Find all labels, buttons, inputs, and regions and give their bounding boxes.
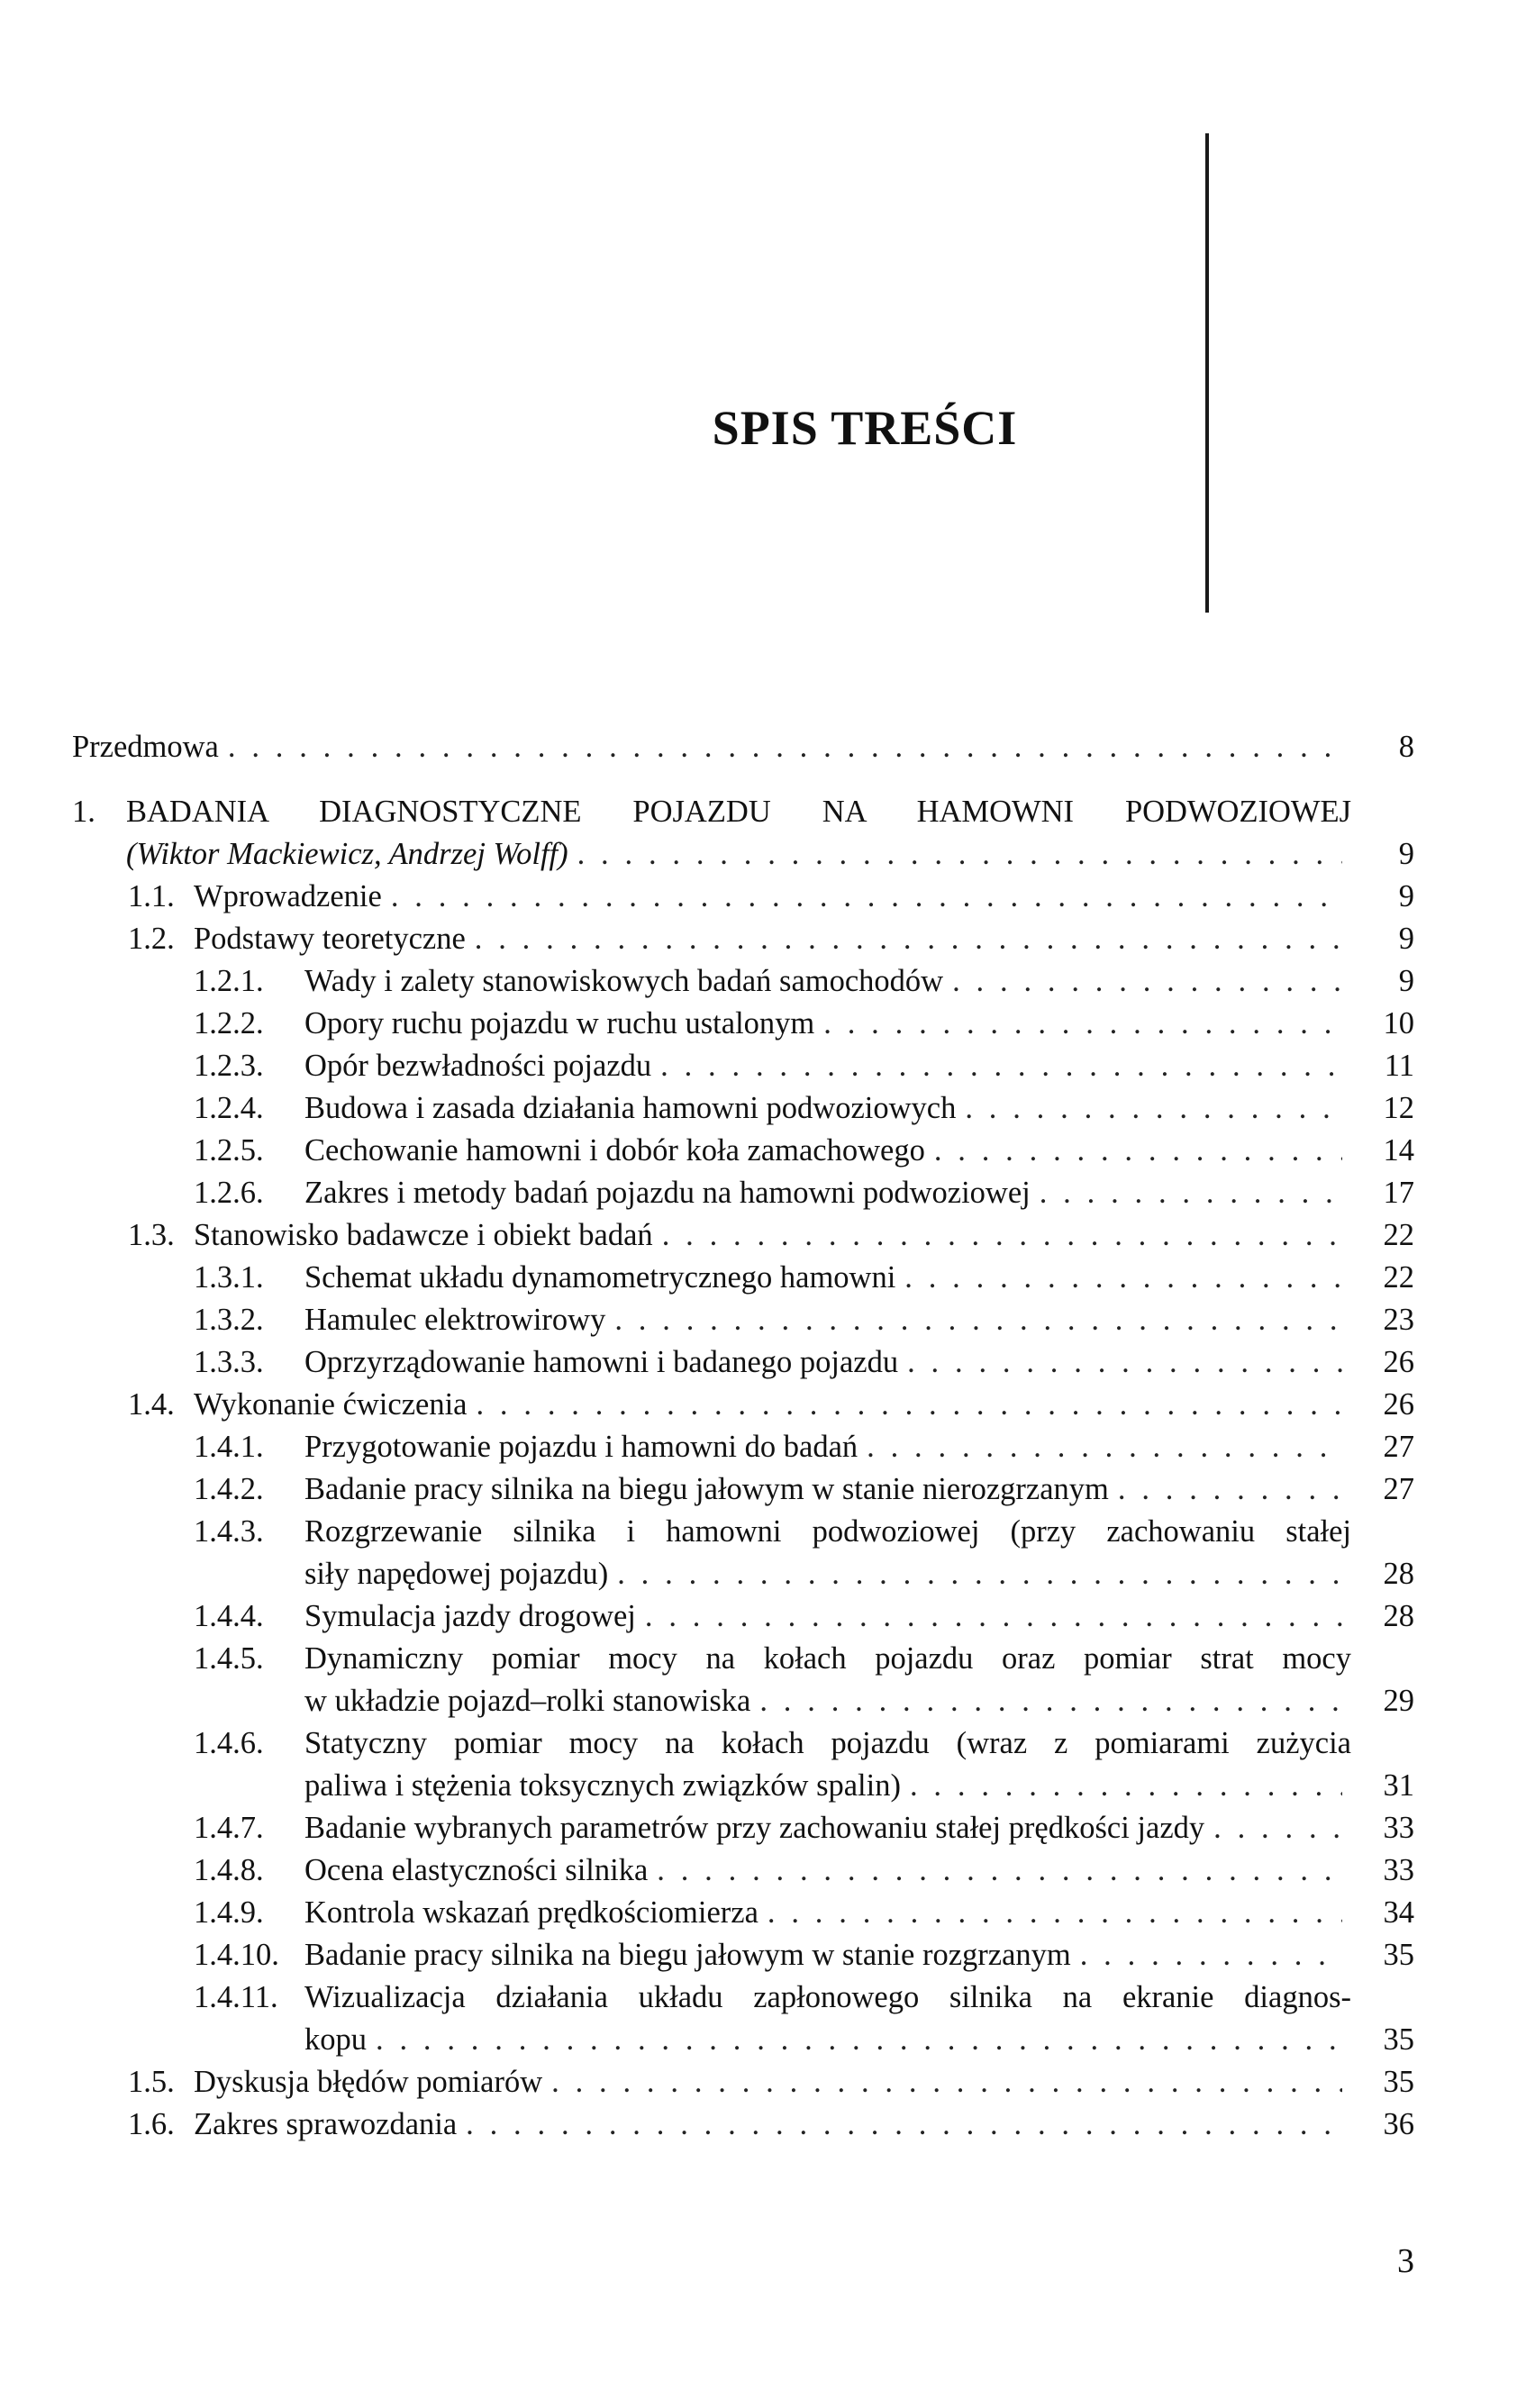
toc-entry-title: Podstawy teoretyczne bbox=[194, 922, 466, 956]
toc-entry-1-2-4 bbox=[72, 1087, 1414, 1130]
toc-entry-title-line-2: siły napędowej pojazdu) bbox=[304, 1557, 609, 1591]
toc-entry-title: Kontrola wskazań prędkościomierza bbox=[304, 1895, 758, 1930]
toc-entry-1-2-3 bbox=[72, 1045, 1414, 1087]
toc-entry-number: 1.3.3. bbox=[194, 1345, 264, 1379]
toc-entry-page: 8 bbox=[1398, 730, 1414, 764]
chapter-authors: (Wiktor Mackiewicz, Andrzej Wolff) bbox=[126, 837, 568, 871]
toc-entry-number: 1.1. bbox=[128, 879, 175, 913]
toc-entry-number: 1.4.4. bbox=[194, 1599, 264, 1633]
toc-entry-page: 26 bbox=[1383, 1345, 1414, 1379]
toc-entry-title: Wprowadzenie bbox=[194, 879, 382, 913]
toc-entry-title: Oprzyrządowanie hamowni i badanego pojazdu bbox=[304, 1345, 899, 1379]
toc-entry-page: 28 bbox=[1383, 1557, 1414, 1591]
toc-entry-1-4-8 bbox=[72, 1849, 1414, 1892]
toc-entry-page: 33 bbox=[1383, 1853, 1414, 1887]
toc-entry-page: 35 bbox=[1383, 2022, 1414, 2057]
toc-entry-title: Ocena elastyczności silnika bbox=[304, 1853, 649, 1887]
toc-entry-1-2-6 bbox=[72, 1172, 1414, 1214]
toc-entry-1-4-2 bbox=[72, 1468, 1414, 1511]
toc-entry-number: 1.4. bbox=[128, 1387, 175, 1422]
toc-entry-1-1 bbox=[72, 876, 1414, 918]
toc-entry-title: Wady i zalety stanowiskowych badań samochodów bbox=[304, 964, 944, 998]
toc-entry-1-3 bbox=[72, 1214, 1414, 1257]
toc-entry-1-3-3 bbox=[72, 1341, 1414, 1384]
toc-entry-page: 12 bbox=[1383, 1091, 1414, 1125]
dot-leader bbox=[952, 960, 1342, 1003]
toc-entry-number: 1.2.2. bbox=[194, 1006, 264, 1040]
dot-leader bbox=[904, 1257, 1342, 1299]
toc-entry-title: Wykonanie ćwiczenia bbox=[194, 1387, 468, 1422]
toc-entry-number: 1.3.1. bbox=[194, 1260, 264, 1295]
chapter-title: BADANIA DIAGNOSTYCZNE POJAZDU NA HAMOWNI PODWOZIOWEJ bbox=[126, 795, 1351, 829]
toc-entry-number: 1.6. bbox=[128, 2107, 175, 2141]
toc-entry-number: 1.4.9. bbox=[194, 1895, 264, 1930]
toc-entry-title-line-1: Rozgrzewanie silnika i hamowni podwoziowej (przy zachowaniu stałej bbox=[304, 1514, 1351, 1549]
dot-leader bbox=[660, 1045, 1342, 1087]
toc-entry-1-6 bbox=[72, 2104, 1414, 2146]
toc-entry-number: 1.4.5. bbox=[194, 1641, 264, 1676]
dot-leader bbox=[228, 726, 1342, 768]
toc-entry-title: Opory ruchu pojazdu w ruchu ustalonym bbox=[304, 1006, 815, 1040]
toc-entry-page: 27 bbox=[1383, 1430, 1414, 1464]
toc-entry-page: 11 bbox=[1384, 1049, 1414, 1083]
toc-entry-page: 36 bbox=[1383, 2107, 1414, 2141]
toc-entry-title-line-1: Dynamiczny pomiar mocy na kołach pojazdu oraz pomiar strat mocy bbox=[304, 1641, 1351, 1676]
dot-leader bbox=[934, 1130, 1342, 1172]
toc-entry-number: 1.4.10. bbox=[194, 1938, 279, 1972]
toc-entry-title: Stanowisko badawcze i obiekt badań bbox=[194, 1218, 653, 1252]
toc-entry-title-line-2: w układzie pojazd–rolki stanowiska bbox=[304, 1684, 751, 1718]
toc-entry-page: 9 bbox=[1398, 837, 1414, 871]
toc-entry-page: 22 bbox=[1383, 1260, 1414, 1295]
dot-leader bbox=[391, 876, 1342, 918]
dot-leader bbox=[1118, 1468, 1342, 1511]
toc-entry-chapter-1 bbox=[72, 791, 1414, 876]
dot-leader bbox=[617, 1553, 1342, 1595]
toc-entry-page: 9 bbox=[1398, 922, 1414, 956]
toc-entry-title: Symulacja jazdy drogowej bbox=[304, 1599, 636, 1633]
toc-entry-number: 1.4.1. bbox=[194, 1430, 264, 1464]
toc-entry-1-2-5 bbox=[72, 1130, 1414, 1172]
toc-entry-1-2-2 bbox=[72, 1003, 1414, 1045]
toc-entry-1-2 bbox=[72, 918, 1414, 960]
dot-leader bbox=[577, 833, 1342, 876]
toc-entry-1-4-3 bbox=[72, 1511, 1414, 1595]
toc-entry-page: 22 bbox=[1383, 1218, 1414, 1252]
toc-entry-title: Dyskusja błędów pomiarów bbox=[194, 2065, 543, 2099]
toc-entry-page: 31 bbox=[1383, 1768, 1414, 1803]
toc-entry-1-3-2 bbox=[72, 1299, 1414, 1341]
toc-entry-1-4-9 bbox=[72, 1892, 1414, 1934]
toc-entry-page: 27 bbox=[1383, 1472, 1414, 1506]
toc-entry-page: 35 bbox=[1383, 2065, 1414, 2099]
toc-entry-1-4-6 bbox=[72, 1722, 1414, 1807]
page-number: 3 bbox=[1397, 2242, 1414, 2280]
toc-entry-1-4-11 bbox=[72, 1976, 1414, 2061]
toc-entry-number: 1.2.4. bbox=[194, 1091, 264, 1125]
toc-entry-number: 1.3. bbox=[128, 1218, 175, 1252]
toc-entry-number: 1.4.8. bbox=[194, 1853, 264, 1887]
toc-entry-page: 33 bbox=[1383, 1811, 1414, 1845]
toc-entry-1-2-1 bbox=[72, 960, 1414, 1003]
toc-entry-number: 1.4.2. bbox=[194, 1472, 264, 1506]
toc-entry-number: 1.3.2. bbox=[194, 1303, 264, 1337]
dot-leader bbox=[662, 1214, 1342, 1257]
dot-leader bbox=[466, 2104, 1342, 2146]
toc-entry-title: Przedmowa bbox=[72, 730, 219, 764]
toc-entry-title: Schemat układu dynamometrycznego hamowni bbox=[304, 1260, 896, 1295]
dot-leader bbox=[614, 1299, 1342, 1341]
table-of-contents bbox=[72, 726, 1414, 2146]
toc-entry-number: 1.5. bbox=[128, 2065, 175, 2099]
toc-entry-number: 1.2.5. bbox=[194, 1133, 264, 1168]
toc-entry-1-4 bbox=[72, 1384, 1414, 1426]
dot-leader bbox=[867, 1426, 1342, 1468]
toc-entry-page: 10 bbox=[1383, 1006, 1414, 1040]
toc-entry-number: 1.2.3. bbox=[194, 1049, 264, 1083]
toc-entry-title: Zakres i metody badań pojazdu na hamowni podwoziowej bbox=[304, 1176, 1031, 1210]
toc-entry-number: 1.2. bbox=[128, 922, 175, 956]
toc-entry-title: Opór bezwładności pojazdu bbox=[304, 1049, 652, 1083]
dot-leader bbox=[907, 1341, 1342, 1384]
toc-entry-page: 14 bbox=[1383, 1133, 1414, 1168]
toc-entry-title-line-1: Wizualizacja działania układu zapłonowego silnika na ekranie diagnos- bbox=[304, 1980, 1351, 2014]
toc-entry-title: Przygotowanie pojazdu i hamowni do badań bbox=[304, 1430, 858, 1464]
toc-entry-1-4-1 bbox=[72, 1426, 1414, 1468]
toc-entry-1-5 bbox=[72, 2061, 1414, 2104]
dot-leader bbox=[657, 1849, 1342, 1892]
dot-leader bbox=[1040, 1172, 1342, 1214]
dot-leader bbox=[476, 1384, 1342, 1426]
toc-entry-title: Budowa i zasada działania hamowni podwoziowych bbox=[304, 1091, 957, 1125]
toc-entry-number: 1.4.7. bbox=[194, 1811, 264, 1845]
toc-entry-number: 1.2.1. bbox=[194, 964, 264, 998]
dot-leader bbox=[551, 2061, 1342, 2104]
toc-entry-page: 35 bbox=[1383, 1938, 1414, 1972]
dot-leader bbox=[475, 918, 1342, 960]
dot-leader bbox=[965, 1087, 1342, 1130]
toc-entry-1-4-5 bbox=[72, 1638, 1414, 1722]
toc-entry-page: 29 bbox=[1383, 1684, 1414, 1718]
toc-entry-1-3-1 bbox=[72, 1257, 1414, 1299]
dot-leader bbox=[759, 1680, 1342, 1722]
dot-leader bbox=[1080, 1934, 1342, 1976]
toc-entry-title: Badanie pracy silnika na biegu jałowym w stanie nierozgrzanym bbox=[304, 1472, 1109, 1506]
dot-leader bbox=[1213, 1807, 1342, 1849]
toc-entry-title: Badanie wybranych parametrów przy zachowaniu stałej prędkości jazdy bbox=[304, 1811, 1205, 1845]
dot-leader bbox=[910, 1765, 1342, 1807]
toc-entry-page: 17 bbox=[1383, 1176, 1414, 1210]
toc-entry-number: 1.4.3. bbox=[194, 1514, 264, 1549]
toc-entry-number: 1.4.11. bbox=[194, 1980, 278, 2014]
toc-entry-1-4-4 bbox=[72, 1595, 1414, 1638]
toc-entry-title-line-1: Statyczny pomiar mocy na kołach pojazdu (wraz z pomiarami zużycia bbox=[304, 1726, 1351, 1760]
toc-entry-1-4-7 bbox=[72, 1807, 1414, 1849]
toc-entry-page: 23 bbox=[1383, 1303, 1414, 1337]
toc-entry-page: 9 bbox=[1398, 879, 1414, 913]
toc-entry-title-line-2: kopu bbox=[304, 2022, 367, 2057]
dot-leader bbox=[645, 1595, 1342, 1638]
dot-leader bbox=[823, 1003, 1342, 1045]
toc-entry-page: 34 bbox=[1383, 1895, 1414, 1930]
toc-entry-number: 1.4.6. bbox=[194, 1726, 264, 1760]
toc-entry-1-4-10 bbox=[72, 1934, 1414, 1976]
toc-entry-page: 28 bbox=[1383, 1599, 1414, 1633]
toc-entry-page: 9 bbox=[1398, 964, 1414, 998]
toc-entry-title-line-2: paliwa i stężenia toksycznych związków spalin) bbox=[304, 1768, 901, 1803]
toc-entry-preface bbox=[72, 726, 1414, 768]
dot-leader bbox=[768, 1892, 1342, 1934]
toc-entry-title: Hamulec elektrowirowy bbox=[304, 1303, 606, 1337]
toc-entry-page: 26 bbox=[1383, 1387, 1414, 1422]
toc-entry-number: 1.2.6. bbox=[194, 1176, 264, 1210]
page-title: SPIS TREŚCI bbox=[712, 401, 1018, 456]
toc-entry-number: 1. bbox=[72, 795, 95, 829]
toc-entry-title: Zakres sprawozdania bbox=[194, 2107, 458, 2141]
toc-entry-title: Badanie pracy silnika na biegu jałowym w stanie rozgrzanym bbox=[304, 1938, 1071, 1972]
dot-leader bbox=[376, 2019, 1342, 2061]
toc-entry-title: Cechowanie hamowni i dobór koła zamachowego bbox=[304, 1133, 925, 1168]
margin-vertical-rule bbox=[1205, 133, 1209, 613]
